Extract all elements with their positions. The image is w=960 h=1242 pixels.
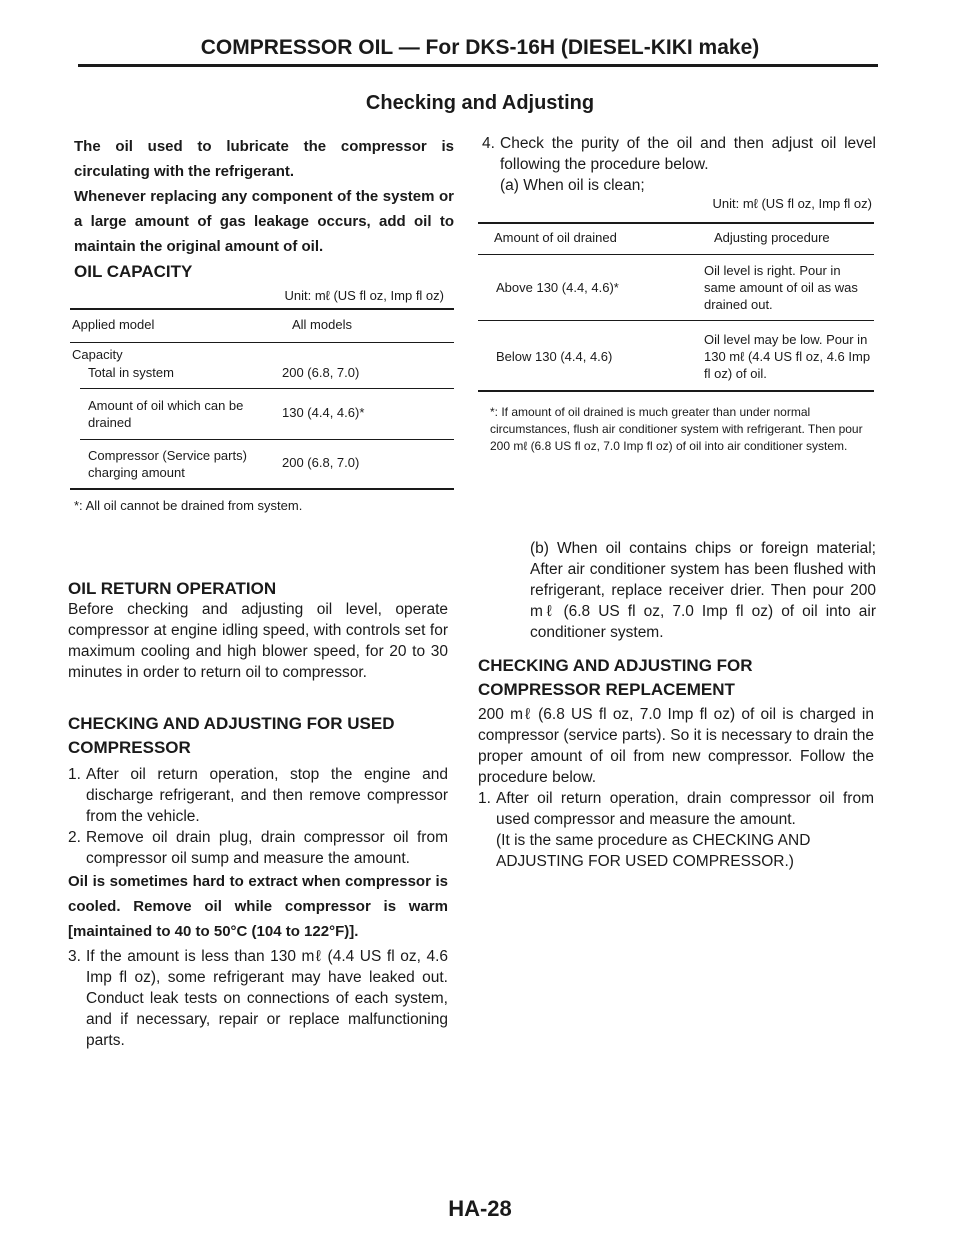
list-text: Check the purity of the oil and then adjust oil level following the procedure below.: [500, 135, 876, 173]
oil-capacity-unit: Unit: mℓ (US fl oz, Imp fl oz): [284, 288, 444, 303]
oil-return-section: [68, 578, 448, 683]
table-header-applied-model: Applied model: [72, 317, 155, 332]
step4-section: [482, 133, 876, 196]
replacement-text: 200 mℓ (6.8 US fl oz, 7.0 Imp fl oz) of oil is charged in compressor (service parts). So it is necessary to drain the proper amount of oil from new compressor. Follow the procedure below.: [478, 706, 874, 786]
table-header-procedure: Adjusting procedure: [714, 230, 830, 245]
replacement-note: (It is the same procedure as CHECKING AND ADJUSTING FOR USED COMPRESSOR.): [496, 832, 811, 870]
list-item: [68, 827, 448, 869]
header-rule: [78, 64, 878, 67]
list-item: [68, 764, 448, 827]
table-cell: Above 130 (4.4, 4.6)*: [496, 280, 619, 295]
list-item: [478, 788, 874, 830]
used-compressor-section: [68, 712, 448, 1051]
table-header-all-models: All models: [292, 317, 352, 332]
replacement-heading: CHECKING AND ADJUSTING FOR COMPRESSOR REPLACEMENT: [478, 656, 753, 699]
sub-a-text: (a) When oil is clean;: [500, 177, 645, 194]
table-cell: Oil level may be low. Pour in 130 mℓ (4.4 US fl oz, 4.6 Imp fl oz) of oil.: [704, 332, 871, 381]
list-number: 1.: [68, 766, 81, 783]
table-cell: Total in system: [88, 365, 174, 380]
table-cell: 200 (6.8, 7.0): [282, 455, 360, 470]
table-cell: Below 130 (4.4, 4.6): [496, 349, 613, 364]
table-rule: [80, 388, 454, 389]
table-cell: 130 (4.4, 4.6)*: [282, 405, 365, 420]
table-rule: [70, 488, 454, 490]
list-text: After oil return operation, drain compressor oil from used compressor and measure the amount.: [496, 790, 874, 828]
sub-b-text: (b) When oil contains chips or foreign material; After air conditioner system has been flushed with refrigerant, replace receiver drier. Then pour 200 mℓ (6.8 US fl oz, 7.0 Imp fl oz) of oil into air conditioner system.: [530, 540, 876, 641]
list-text: Remove oil drain plug, drain compressor oil from compressor oil sump and measure the amount.: [86, 829, 448, 867]
table-cell: 200 (6.8, 7.0): [282, 365, 360, 380]
step4-footnote: *: If amount of oil drained is much greater than under normal circumstances, flush air conditioner system with refrigerant. Then pour 200 mℓ (6.8 US fl oz, 7.0 Imp fl oz) of oil into air conditioner system.: [490, 405, 863, 453]
table-cell: Compressor (Service parts) charging amount: [88, 448, 247, 480]
table-rule: [478, 254, 874, 255]
oil-capacity-heading: OIL CAPACITY: [74, 262, 193, 281]
list-number: 2.: [68, 829, 81, 846]
table-rule: [70, 342, 454, 343]
list-text: If the amount is less than 130 mℓ (4.4 US fl oz, 4.6 Imp fl oz), some refrigerant may have leaked out. Conduct leak tests on connections of each system, and if necessary, repair or replace malfunctioning parts.: [86, 948, 448, 1049]
list-text: After oil return operation, stop the engine and discharge refrigerant, and then remove compressor from the vehicle.: [86, 766, 448, 825]
table-rule: [478, 390, 874, 392]
oil-return-text: Before checking and adjusting oil level, operate compressor at engine idling speed, with controls set for maximum cooling and high blower speed, for 20 to 30 minutes in order to return oil to compressor.: [68, 601, 448, 681]
step4-unit: Unit: mℓ (US fl oz, Imp fl oz): [712, 196, 872, 211]
table-rule: [478, 320, 874, 321]
list-number: 1.: [478, 790, 491, 807]
list-number: 4.: [482, 135, 495, 152]
table-rule: [70, 308, 454, 310]
table-header-amount: Amount of oil drained: [494, 230, 617, 245]
table-rule: [478, 222, 874, 224]
page-title: COMPRESSOR OIL — For DKS-16H (DIESEL-KIKI make): [200, 36, 760, 59]
table-footnote: *: All oil cannot be drained from system.: [74, 498, 303, 513]
list-item: [68, 946, 448, 1051]
list-number: 3.: [68, 948, 81, 965]
list-item: [482, 133, 876, 175]
oil-return-heading: OIL RETURN OPERATION: [68, 579, 277, 598]
section-title: Checking and Adjusting: [365, 92, 595, 114]
intro-paragraph: The oil used to lubricate the compressor is circulating with the refrigerant.: [74, 138, 454, 180]
intro-text: [74, 134, 454, 259]
page-number: HA-28: [448, 1196, 512, 1221]
table-rule: [80, 439, 454, 440]
table-cell: Amount of oil which can be drained: [88, 398, 244, 430]
used-compressor-heading: CHECKING AND ADJUSTING FOR USED COMPRESSOR: [68, 714, 395, 757]
warning-text: Oil is sometimes hard to extract when compressor is cooled. Remove oil while compressor is warm [maintained to 40 to 50°C (104 to 122°F)].: [68, 873, 448, 940]
table-cell: Oil level is right. Pour in same amount of oil as was drained out.: [704, 263, 858, 312]
capacity-label: Capacity: [72, 347, 123, 362]
intro-paragraph: Whenever replacing any component of the system or a large amount of gas leakage occurs, add oil to maintain the original amount of oil.: [74, 188, 454, 255]
replacement-section: [478, 654, 874, 872]
